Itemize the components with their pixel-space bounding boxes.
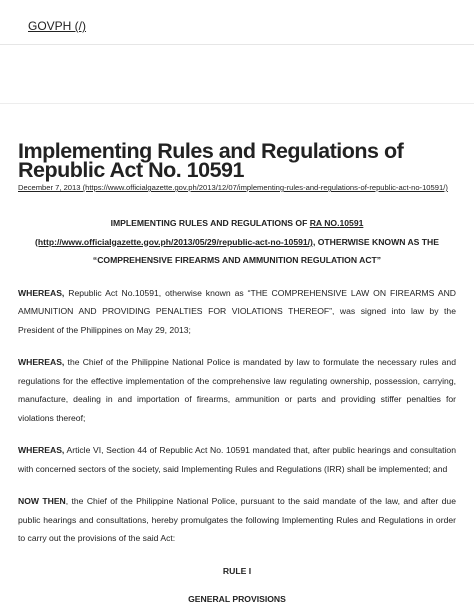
rule-heading: RULE I: [222, 565, 252, 576]
now-then-paragraph: [18, 492, 456, 548]
article-body: [18, 214, 456, 609]
whereas-label: WHEREAS,: [18, 357, 65, 367]
ra-link[interactable]: RA NO.10591: [309, 218, 364, 228]
heading-prefix: IMPLEMENTING RULES AND REGULATIONS OF: [110, 218, 310, 228]
now-then-text: , the Chief of the Philippine National Police, pursuant to the said mandate of the law, and after due public hearings and consultations, hereby promulgates the following Implementing Rules and Regulations in order to carry out the provisions of the said Act:: [18, 496, 456, 543]
whereas-label: WHEREAS,: [18, 445, 65, 455]
ra-url-link[interactable]: (http://www.officialgazette.gov.ph/2013/05/29/republic-act-no-10591/): [35, 236, 313, 247]
article-date-link[interactable]: December 7, 2013 (https://www.officialgazette.gov.ph/2013/12/07/implementing-rules-and-regulations-of-republic-act-no-10591/): [18, 183, 448, 192]
general-provisions-heading: GENERAL PROVISIONS: [188, 594, 286, 604]
site-header: [0, 0, 474, 45]
whereas-paragraph-3: [18, 441, 456, 478]
now-then-label: NOW THEN: [18, 496, 66, 506]
whereas-text: Article VI, Section 44 of Republic Act No. 10591 mandated that, after public hearings and consultation with concerned sectors of the society, said Implementing Rules and Regulations (IRR) shall be implemented; and: [18, 445, 456, 474]
govph-link[interactable]: GOVPH (/): [28, 19, 87, 33]
document-heading: [18, 214, 456, 270]
article-title: Implementing Rules and Regulations of Republic Act No. 10591: [18, 139, 404, 182]
whereas-label: WHEREAS,: [18, 287, 65, 298]
whereas-paragraph-1: [18, 284, 456, 340]
header-band: [0, 45, 474, 104]
whereas-text: the Chief of the Philippine National Police is mandated by law to formulate the necessary rules and regulations for the effective implementation of the comprehensive law regulating ownership, possession, carrying, manufacture, dealing in and importation of firearms, ammunition or parts and providing stiffer penalties for violations thereof;: [18, 357, 456, 423]
heading-suffix: , OTHERWISE KNOWN AS THE: [312, 236, 439, 247]
whereas-text: Republic Act No.10591, otherwise known as “THE COMPREHENSIVE LAW ON FIREARMS AND AMMUNITION AND PROVIDING PENALTIES FOR VIOLATIONS THEREOF”, was signed into law by the President of the Philippines on May 29, 2013;: [18, 287, 456, 335]
whereas-paragraph-2: [18, 353, 456, 427]
heading-act-name: “COMPREHENSIVE FIREARMS AND AMMUNITION REGULATION ACT”: [92, 255, 382, 265]
